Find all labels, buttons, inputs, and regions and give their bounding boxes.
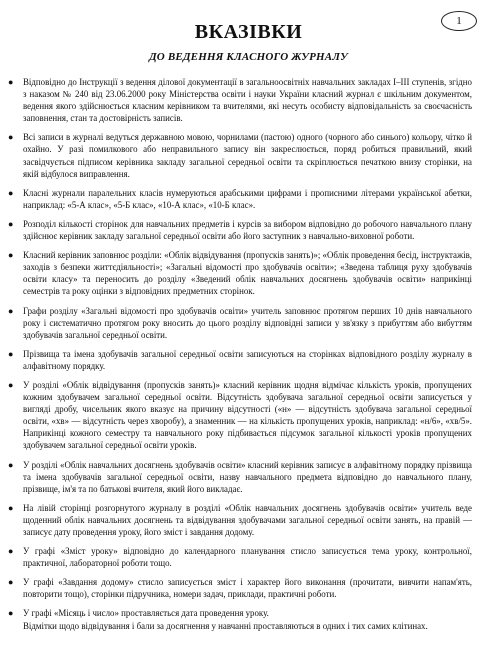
list-item <box>6 249 472 297</box>
list-item-text: Класні журнали паралельних класів нумеруються арабськими цифрами і прописними літерами української абетки, наприклад: «5-А клас», «5-Б клас», «10-А клас», «10-Б клас». <box>23 187 472 210</box>
list-item <box>6 607 472 631</box>
bullet-icon: ● <box>8 379 14 390</box>
bullet-icon: ● <box>8 608 14 619</box>
list-item-text: Розподіл кількості сторінок для навчальних предметів і курсів за вибором відповідно до робочого навчального плану здійснює керівник закладу загальної середньої освіти або його заступник з навчально-виховної роботи. <box>23 218 472 242</box>
bullet-icon: ● <box>8 305 14 316</box>
list-item <box>6 379 472 452</box>
list-item-text: У графі «Зміст уроку» відповідно до календарного планування стисло записується тема уроку, контрольної, практичної, лабораторної роботи тощо. <box>23 546 472 569</box>
bullet-icon: ● <box>8 459 14 470</box>
list-item <box>6 545 472 569</box>
list-item-text: Відповідно до Інструкції з ведення ділової документації в загальноосвітніх навчальних закладах І–ІІІ ступенів, згідно з наказом № 240 від 23.06.2000 року Міністерства освіти і науки України класний журнал є шкільним документом, ведення якого здійснюється класним керівником та вчителями, які несуть особисту відповідальність за своєчасність заповнення, стан та достовірність записів. <box>23 77 472 124</box>
page-number-badge: 1 <box>441 11 477 31</box>
instructions-list <box>6 76 472 639</box>
page-subtitle: ДО ВЕДЕННЯ КЛАСНОГО ЖУРНАЛУ <box>149 51 348 63</box>
list-item-text: У розділі «Облік відвідування (пропусків занять)» класний керівник щодня відмічає кількість уроків, пропущених кожним здобувачем загальної середньої освіти. Відсутність здобувача загальної середньої освіти записується у вигляді дробу, чисельник якого вказує на причину відсутності («н» — відсутність здобувача загальної середньої освіти, «хв» — відсутність через хворобу), а знаменник — на кількість пропущених уроків, наприклад: «н/6», «хв/5». Наприкінці кожного семестру та навчального року підбивається підсумок загальної кількості уроків пропущених здобувачем загальної середньої освіти уроків. <box>23 379 472 451</box>
bullet-icon: ● <box>8 348 14 359</box>
list-item-text: У графі «Завдання додому» стисло записується зміст і характер його виконання (прочитати, вивчити напам'ять, повторити тощо), сторінки підручника, номери задач, приклади, практичні роботи. <box>23 577 472 600</box>
list-item-note: Відмітки щодо відвідування і бали за досягнення у навчанні проставляються в одних і тих самих клітинах. <box>23 620 428 631</box>
list-item <box>6 76 472 124</box>
bullet-icon: ● <box>8 577 14 588</box>
list-item <box>6 187 472 211</box>
list-item-text: На лівій сторінці розгорнутого журналу в розділі «Облік навчальних досягнень здобувачів освіти» учитель веде щоденний облік навчальних досягнень та відвідування здобувачами загальної середньої освіти занять, на правій — записує дату проведення уроку, його зміст і завдання додому. <box>23 502 472 537</box>
list-item <box>6 459 472 495</box>
list-item <box>6 576 472 600</box>
list-item <box>6 305 472 341</box>
list-item <box>6 131 472 179</box>
list-item-text: Всі записи в журналі ведуться державною мовою, чорнилами (пастою) одного (чорного або синього) кольору, чітко й охайно. У разі помилкового або неправильного запису він закреслюється, поряд робиться правильний, який засвідчується підписом керівника закладу загальної середньої освіти та скріплюється печаткою внизу сторінки, на якій відбулося виправлення. <box>23 132 472 179</box>
list-item-text <box>23 607 472 631</box>
bullet-icon: ● <box>8 250 14 261</box>
bullet-icon: ● <box>8 187 14 198</box>
bullet-icon: ● <box>8 132 14 143</box>
bullet-icon: ● <box>8 502 14 513</box>
page-title: ВКАЗІВКИ <box>194 21 303 43</box>
bullet-icon: ● <box>8 77 14 87</box>
bullet-icon: ● <box>8 546 14 557</box>
list-item-text: У розділі «Облік навчальних досягнень здобувачів освіти» класний керівник записує в алфавітному порядку прізвища та імена здобувачів загальної середньої освіти, назву навчального предмета відповідно до навчального плану, прізвище, ім'я та по батькові вчителя, який його викладає. <box>23 459 472 494</box>
list-item-text: Прізвища та імена здобувачів загальної середньої освіти записуються на сторінках відповідного розділу журналу в алфавітному порядку. <box>23 348 472 371</box>
list-item-text: Класний керівник заповнює розділи: «Облік відвідування (пропусків занять)»; «Облік проведення бесід, інструктажів, заходів з безпеки життєдіяльності»; «Загальні відомості про здобувачів освіти»; «Зведена таблиця руху здобувачів освіти класу» та переносить до розділу «Зведений облік навчальних досягнень здобувачів освіти» наприкінці семестрів та року оцінки з відповідних предметних сторінок. <box>23 250 472 297</box>
bullet-icon: ● <box>8 218 14 229</box>
list-item <box>6 502 472 538</box>
list-item <box>6 218 472 242</box>
list-item-main-text: У графі «Місяць і число» проставляється дата проведення уроку. <box>23 608 269 619</box>
list-item-text: Графи розділу «Загальні відомості про здобувачів освіти» учитель заповнює протягом перших 10 днів навчального року і систематично протягом року вносить до цього розділу відповідні записи у зв'язку з прибуттям або вибуттям здобувачів загальної середньої освіти. <box>23 305 472 340</box>
list-item <box>6 348 472 372</box>
